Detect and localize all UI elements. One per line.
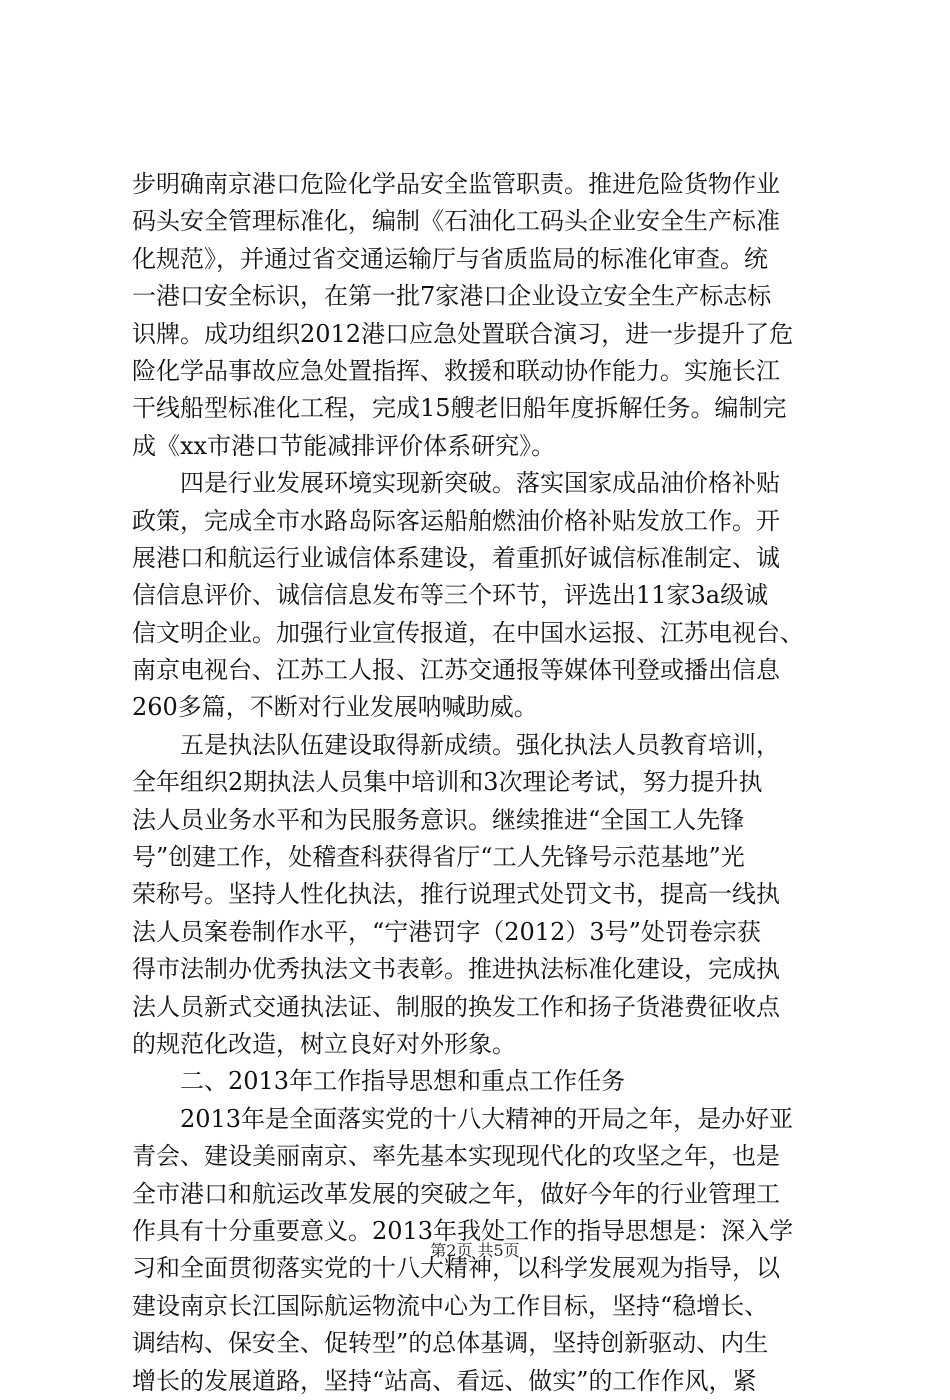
text-line: 的规范化改造，树立良好对外形象。: [132, 1029, 516, 1058]
text-line: 法人员新式交通执法证、制服的换发工作和扬子货港费征收点: [132, 992, 780, 1021]
text-line: 信信息评价、诚信信息发布等三个环节，评选出11家3a级诚: [132, 581, 769, 610]
text-line: 青会、建设美丽南京、率先基本实现现代化的攻坚之年，也是: [132, 1142, 780, 1171]
text-line: 一港口安全标识，在第一批7家港口企业设立安全生产标志标: [132, 282, 772, 311]
text-line: 增长的发展道路，坚持“站高、看远、做实”的工作作风，紧: [132, 1366, 757, 1395]
text-line: 五是执法队伍建设取得新成绩。强化执法人员教育培训，: [132, 730, 780, 759]
text-line: 干线船型标准化工程，完成15艘老旧船年度拆解任务。编制完: [132, 394, 787, 423]
document-body: [132, 166, 822, 1400]
text-line: 全市港口和航运改革发展的突破之年，做好今年的行业管理工: [132, 1179, 780, 1208]
text-line: 作具有十分重要意义。2013年我处工作的指导思想是：深入学: [132, 1216, 794, 1245]
text-line: 2013年是全面落实党的十八大精神的开局之年，是办好亚: [132, 1104, 794, 1133]
text-line: 号”创建工作，处稽查科获得省厅“工人先锋号示范基地”光: [132, 843, 745, 872]
text-line: 险化学品事故应急处置指挥、救援和联动协作能力。实施长江: [132, 356, 780, 385]
text-line: 步明确南京港口危险化学品安全监管职责。推进危险货物作业: [132, 170, 780, 198]
text-line: 二、2013年工作指导思想和重点工作任务: [132, 1067, 626, 1096]
text-line: 260多篇，不断对行业发展呐喊助威。: [132, 693, 538, 722]
text-line: 码头安全管理标准化，编制《石油化工码头企业安全生产标准: [132, 207, 780, 236]
text-line: 建设南京长江国际航运物流中心为工作目标，坚持“稳增长、: [132, 1291, 769, 1320]
text-line: 调结构、保安全、促转型”的总体基调，坚持创新驱动、内生: [132, 1329, 769, 1358]
text-line: 荣称号。坚持人性化执法，推行说理式处罚文书，提高一线执: [132, 880, 780, 909]
text-line: 政策，完成全市水路岛际客运船舶燃油价格补贴发放工作。开: [132, 506, 780, 535]
text-line: 信文明企业。加强行业宣传报道，在中国水运报、江苏电视台、: [132, 618, 804, 647]
text-line: 展港口和航运行业诚信体系建设，着重抓好诚信标准制定、诚: [132, 543, 780, 572]
text-line: 化规范》，并通过省交通运输厅与省质监局的标准化审查。统: [132, 244, 768, 273]
text-line: 全年组织2期执法人员集中培训和3次理论考试，努力提升执: [132, 768, 763, 797]
text-line: 得市法制办优秀执法文书表彰。推进执法标准化建设，完成执: [132, 955, 780, 984]
text-line: 法人员案卷制作水平，“宁港罚字（2012）3号”处罚卷宗获: [132, 917, 761, 946]
text-line: 南京电视台、江苏工人报、江苏交通报等媒体刊登或播出信息: [132, 656, 780, 685]
text-line: 识牌。成功组织2012港口应急处置联合演习，进一步提升了危: [132, 319, 794, 348]
text-line: 习和全面贯彻落实党的十八大精神，以科学发展观为指导，以: [132, 1254, 780, 1283]
text-line: 法人员业务水平和为民服务意识。继续推进“全国工人先锋: [132, 805, 745, 834]
text-line: 四是行业发展环境实现新突破。落实国家成品油价格补贴: [132, 469, 780, 498]
page-footer: 第2页 共5页: [430, 1241, 520, 1260]
text-line: 成《xx市港口节能减排评价体系研究》。: [132, 431, 556, 460]
